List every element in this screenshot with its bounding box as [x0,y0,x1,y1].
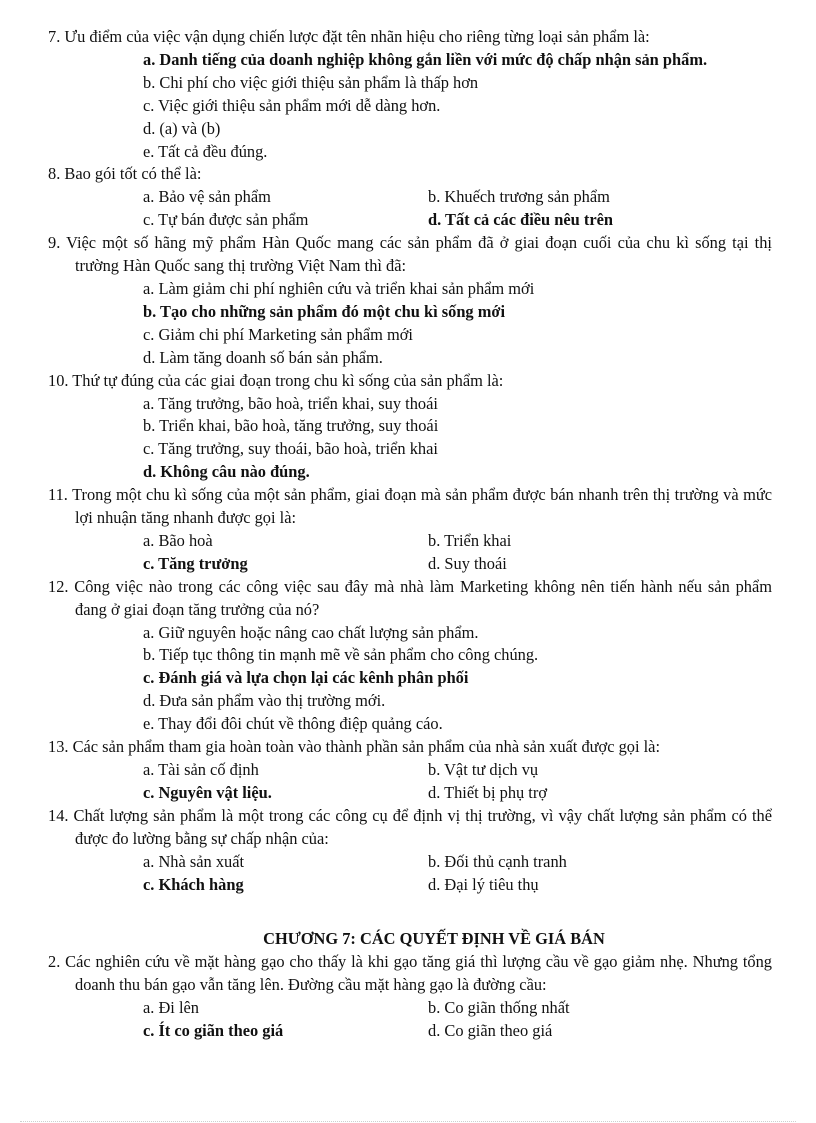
q10-option-d: d. Không câu nào đúng. [143,462,310,482]
q11-option-d: d. Suy thoái [428,553,507,573]
q8-option-a: a. Bảo vệ sản phẩm [143,187,271,207]
q11-options-row-1 [48,530,772,553]
question-8: 8. Bao gói tốt có thể là: [48,164,202,184]
q12-option-e: e. Thay đổi đôi chút về thông điệp quảng cáo. [143,714,443,734]
c7q2-option-a: a. Đi lên [143,998,199,1018]
q11-option-b: b. Triển khai [428,530,512,550]
q8-option-d: d. Tất cả các điều nêu trên [428,210,613,230]
q12-option-b: b. Tiếp tục thông tin mạnh mẽ về sản phẩm cho công chúng. [143,645,539,665]
q7-option-c: c. Việc giới thiệu sản phẩm mới dễ dàng hơn. [143,95,441,115]
q14-option-d: d. Đại lý tiêu thụ [428,874,539,894]
q7-option-a: a. Danh tiếng của doanh nghiệp không gắn liền với mức độ chấp nhận sản phẩm. [143,49,708,69]
q14-options-row-2 [48,874,772,897]
q8-option-c: c. Tự bán được sản phẩm [143,210,309,230]
c7q2-options-row-2 [48,1020,772,1043]
q7-option-e: e. Tất cả đều đúng. [143,141,268,161]
q13-option-b: b. Vật tư dịch vụ [428,760,539,779]
q10-option-a: a. Tăng trưởng, bão hoà, triển khai, suy thoái [143,393,438,413]
q11-option-c: c. Tăng trưởng [143,553,248,573]
c7q2-option-d: d. Co giãn theo giá [428,1021,553,1041]
q8-options-row-1 [48,186,772,209]
q12-option-a: a. Giữ nguyên hoặc nâng cao chất lượng sản phẩm. [143,622,479,642]
q12-option-d: d. Đưa sản phẩm vào thị trường mới. [143,691,386,711]
q11-option-a: a. Bão hoà [143,530,213,550]
question-7: 7. Ưu điểm của việc vận dụng chiến lược đặt tên nhãn hiệu cho riêng từng loại sản phẩm là: [48,27,650,46]
question-12: 12. Công việc nào trong các công việc sau đây mà nhà làm Marketing không nên tiến hành nếu sản phẩm đang ở giai đoạn tăng trưởng của nó? [48,576,772,619]
q12-option-c: c. Đánh giá và lựa chọn lại các kênh phân phối [143,668,469,688]
q14-option-b: b. Đối thủ cạnh tranh [428,851,567,871]
q13-options-row-2 [48,782,772,805]
c7q2-options-row-1 [48,997,772,1020]
q7-option-d: d. (a) và (b) [143,118,221,138]
chapter-heading: CHƯƠNG 7: CÁC QUYẾT ĐỊNH VỀ GIÁ BÁN [263,929,605,949]
q13-options-row-1 [48,759,772,782]
question-13: 13. Các sản phẩm tham gia hoàn toàn vào thành phần sản phẩm của nhà sản xuất được gọi là: [48,737,660,757]
page-bottom-divider [20,1121,796,1122]
q13-option-c: c. Nguyên vật liệu. [143,782,272,802]
question-14: 14. Chất lượng sản phẩm là một trong các công cụ để định vị thị trường, vì vậy chất lượng sản phẩm có thể được đo lường bằng sự chấp nhận của: [48,805,772,848]
q9-option-c: c. Giảm chi phí Marketing sản phẩm mới [143,324,413,344]
q13-option-d: d. Thiết bị phụ trợ [428,782,547,802]
q7-option-b: b. Chi phí cho việc giới thiệu sản phẩm là thấp hơn [143,72,479,92]
q10-option-c: c. Tăng trưởng, suy thoái, bão hoà, triển khai [143,439,438,459]
q14-options-row-1 [48,851,772,874]
question-9: 9. Việc một số hãng mỹ phẩm Hàn Quốc mang các sản phẩm đã ở giai đoạn cuối của chu kì sống tại thị trường Hàn Quốc sang thị trường Việt Nam thì đã: [48,233,772,276]
q8-option-b: b. Khuếch trương sản phẩm [428,187,610,207]
question-11: 11. Trong một chu kì sống của một sản phẩm, giai đoạn mà sản phẩm được bán nhanh trên thị trường và mức lợi nhuận tăng nhanh được gọi là: [48,485,772,528]
q9-option-b: b. Tạo cho những sản phẩm đó một chu kì sống mới [143,301,506,321]
c7q2-option-c: c. Ít co giãn theo giá [143,1021,284,1041]
q14-option-a: a. Nhà sản xuất [143,851,245,871]
question-10: 10. Thứ tự đúng của các giai đoạn trong chu kì sống của sản phẩm là: [48,370,504,390]
q8-options-row-2 [48,209,772,232]
c7q2-option-b: b. Co giãn thống nhất [428,998,570,1018]
chapter7-question-2: 2. Các nghiên cứu về mặt hàng gạo cho thấy là khi gạo tăng giá thì lượng cầu về gạo giảm nhẹ. Nhưng tổng doanh thu bán gạo vẫn tăng lên. Đường cầu mặt hàng gạo là đường cầu: [48,952,772,995]
q10-option-b: b. Triển khai, bão hoà, tăng trưởng, suy thoái [143,416,439,436]
q9-option-d: d. Làm tăng doanh số bán sản phẩm. [143,347,383,367]
q13-option-a: a. Tài sản cố định [143,760,259,779]
q9-option-a: a. Làm giảm chi phí nghiên cứu và triển khai sản phẩm mới [143,278,535,298]
q14-option-c: c. Khách hàng [143,874,244,894]
document-page [48,26,772,1043]
q11-options-row-2 [48,553,772,576]
